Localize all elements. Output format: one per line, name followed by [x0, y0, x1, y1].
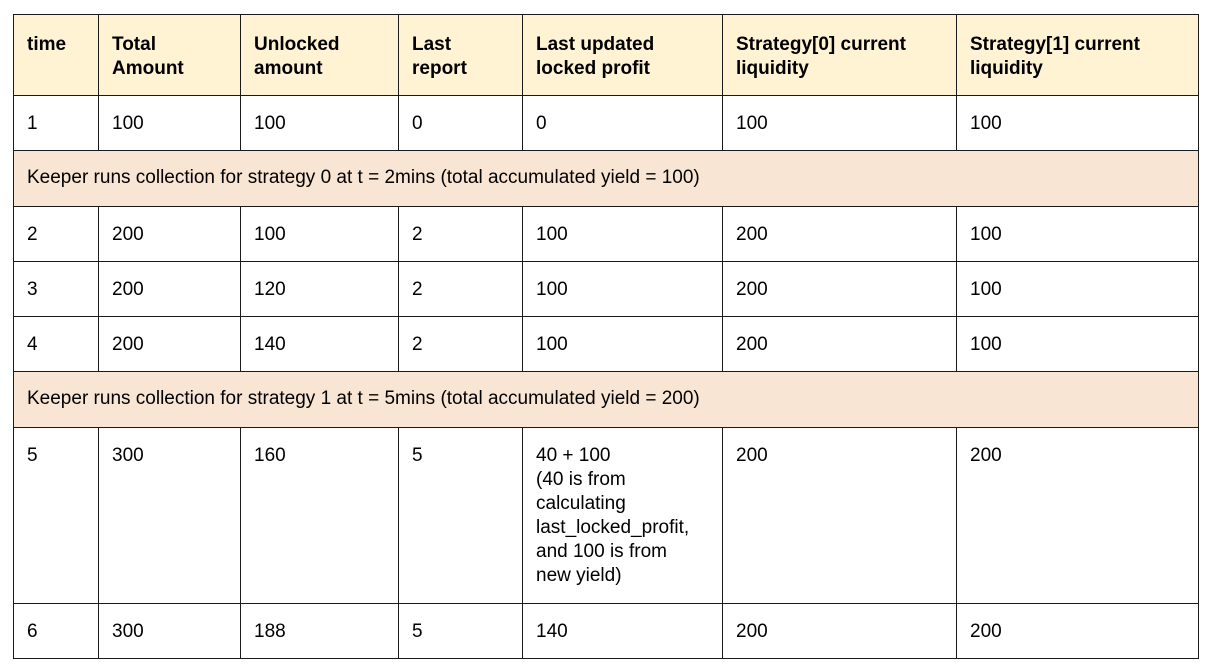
header-strategy1-liquidity: Strategy[1] current liquidity: [957, 15, 1199, 96]
cell-strategy1-liquidity: 100: [957, 317, 1199, 372]
profit-line: (40 is from: [536, 469, 626, 490]
cell-locked-profit: 100: [523, 207, 723, 262]
yield-table: [13, 14, 1199, 659]
profit-line: calculating: [536, 493, 626, 514]
cell-last-report: 2: [399, 262, 523, 317]
table-row: [14, 96, 1199, 151]
cell-locked-profit: 0: [523, 96, 723, 151]
cell-total-amount: 200: [99, 207, 241, 262]
cell-locked-profit: 100: [523, 317, 723, 372]
note-row: [14, 372, 1199, 428]
table-row: [14, 317, 1199, 372]
keeper-note: Keeper runs collection for strategy 1 at t = 5mins (total accumulated yield = 200): [14, 372, 1199, 428]
cell-unlocked-amount: 120: [241, 262, 399, 317]
cell-time: 3: [14, 262, 99, 317]
cell-last-report: 2: [399, 207, 523, 262]
cell-strategy1-liquidity: 100: [957, 96, 1199, 151]
cell-unlocked-amount: 188: [241, 604, 399, 659]
cell-strategy0-liquidity: 200: [723, 262, 957, 317]
cell-strategy0-liquidity: 200: [723, 207, 957, 262]
note-row: [14, 151, 1199, 207]
cell-strategy0-liquidity: 200: [723, 604, 957, 659]
cell-locked-profit: 100: [523, 262, 723, 317]
header-last-updated-locked-profit: Last updated locked profit: [523, 15, 723, 96]
cell-strategy1-liquidity: 200: [957, 604, 1199, 659]
header-row: [14, 15, 1199, 96]
cell-total-amount: 300: [99, 428, 241, 604]
profit-line: 40 + 100: [536, 445, 611, 466]
cell-strategy1-liquidity: 100: [957, 207, 1199, 262]
cell-strategy0-liquidity: 200: [723, 428, 957, 604]
header-last-report: Last report: [399, 15, 523, 96]
cell-locked-profit: 140: [523, 604, 723, 659]
cell-last-report: 0: [399, 96, 523, 151]
cell-last-report: 5: [399, 604, 523, 659]
cell-time: 2: [14, 207, 99, 262]
cell-strategy1-liquidity: 100: [957, 262, 1199, 317]
cell-unlocked-amount: 160: [241, 428, 399, 604]
keeper-note: Keeper runs collection for strategy 0 at t = 2mins (total accumulated yield = 100): [14, 151, 1199, 207]
table-row: [14, 207, 1199, 262]
cell-unlocked-amount: 100: [241, 96, 399, 151]
cell-strategy1-liquidity: 200: [957, 428, 1199, 604]
cell-strategy0-liquidity: 200: [723, 317, 957, 372]
cell-time: 5: [14, 428, 99, 604]
cell-unlocked-amount: 140: [241, 317, 399, 372]
cell-locked-profit: [523, 428, 723, 604]
cell-time: 6: [14, 604, 99, 659]
profit-line: and 100 is from: [536, 541, 667, 562]
header-unlocked-amount: Unlocked amount: [241, 15, 399, 96]
cell-last-report: 5: [399, 428, 523, 604]
profit-line: last_locked_profit,: [536, 517, 690, 538]
cell-total-amount: 200: [99, 262, 241, 317]
cell-time: 4: [14, 317, 99, 372]
cell-total-amount: 200: [99, 317, 241, 372]
cell-total-amount: 100: [99, 96, 241, 151]
table-row: [14, 604, 1199, 659]
cell-total-amount: 300: [99, 604, 241, 659]
cell-unlocked-amount: 100: [241, 207, 399, 262]
profit-line: new yield): [536, 565, 622, 586]
header-strategy0-liquidity: Strategy[0] current liquidity: [723, 15, 957, 96]
table-row: [14, 428, 1199, 604]
cell-time: 1: [14, 96, 99, 151]
header-total-amount: Total Amount: [99, 15, 241, 96]
cell-strategy0-liquidity: 100: [723, 96, 957, 151]
header-time: time: [14, 15, 99, 96]
cell-last-report: 2: [399, 317, 523, 372]
table-row: [14, 262, 1199, 317]
